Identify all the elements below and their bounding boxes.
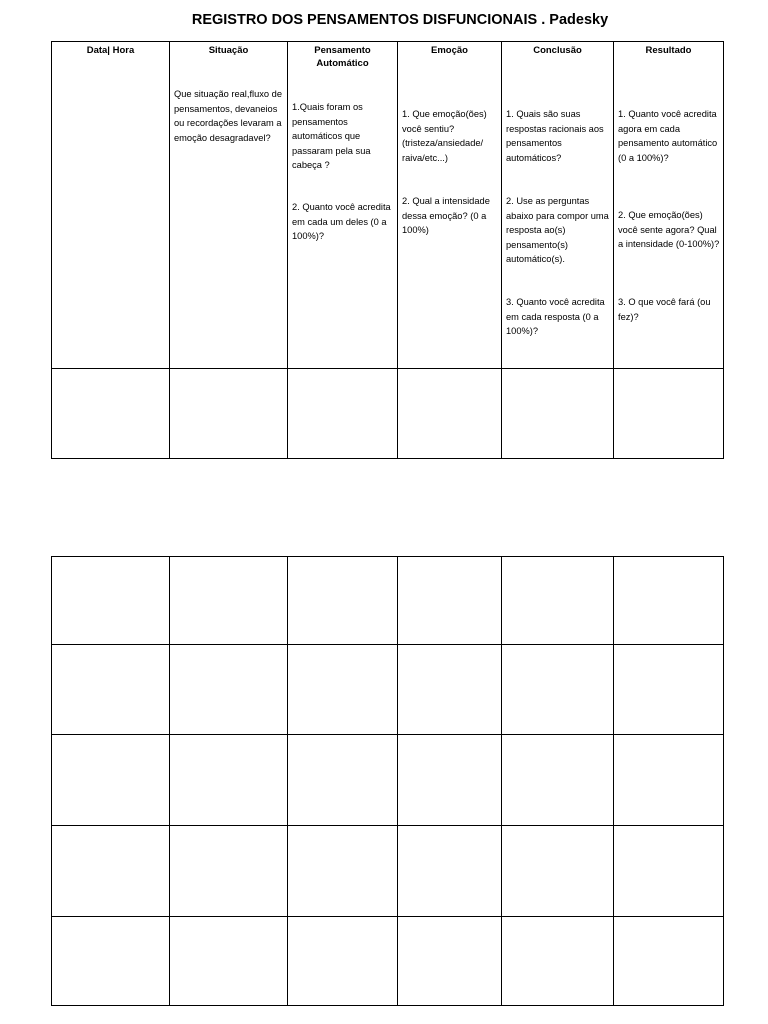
- entry-cell-emotion[interactable]: [398, 826, 502, 917]
- situation-prompt: Que situação real,fluxo de pensamentos, devaneios ou recordações levaram a emoção desagradavel?: [174, 89, 283, 143]
- entry-cell-emotion[interactable]: [398, 917, 502, 1006]
- conclusion-prompt-1: 1. Quais são suas respostas racionais aos pensamentos automáticos?: [506, 109, 604, 163]
- entry-cell-result[interactable]: [614, 557, 724, 645]
- automatic-thought-prompt-1: 1.Quais foram os pensamentos automáticos que passaram pela sua cabeça ?: [292, 102, 371, 171]
- entry-cell-date-time[interactable]: [52, 917, 170, 1006]
- entry-cell-conclusion[interactable]: [502, 826, 614, 917]
- column-conclusion: [502, 42, 614, 369]
- entry-cell-situation[interactable]: [170, 826, 288, 917]
- entry-cell-automatic-thought[interactable]: [288, 645, 398, 735]
- result-prompt-3: 3. O que você fará (ou fez)?: [618, 297, 711, 322]
- result-prompt-1: 1. Quanto você acredita agora em cada pensamento automático (0 a 100%)?: [618, 109, 718, 163]
- entry-cell-situation[interactable]: [170, 557, 288, 645]
- automatic-thought-prompt-2: 2. Quanto você acredita em cada um deles (0 a 100%)?: [292, 202, 391, 242]
- entry-cell-situation[interactable]: [170, 735, 288, 826]
- thought-record-continuation-table: [51, 556, 724, 1006]
- entry-cell-conclusion[interactable]: [502, 369, 614, 459]
- entry-cell-automatic-thought[interactable]: [288, 369, 398, 459]
- entry-cell-date-time[interactable]: [52, 369, 170, 459]
- table-row: [52, 826, 724, 917]
- column-emotion: [398, 42, 502, 369]
- emotion-prompt-1: 1. Que emoção(ões) você sentiu? (tristeza/ansiedade/ raiva/etc...): [402, 109, 487, 163]
- page-title: REGISTRO DOS PENSAMENTOS DISFUNCIONAIS . Padesky: [191, 12, 609, 28]
- column-header-situation: Situação: [208, 45, 249, 56]
- column-date-time: [52, 42, 170, 369]
- entry-cell-result[interactable]: [614, 826, 724, 917]
- table-row: [52, 369, 724, 459]
- entry-cell-emotion[interactable]: [398, 735, 502, 826]
- emotion-prompt-2: 2. Qual a intensidade dessa emoção? (0 a 100%): [402, 196, 490, 236]
- entry-cell-date-time[interactable]: [52, 645, 170, 735]
- conclusion-prompt-2: 2. Use as perguntas abaixo para compor uma resposta ao(s) pensamento(s) automático(s).: [506, 196, 609, 265]
- entry-cell-result[interactable]: [614, 735, 724, 826]
- column-header-automatic-thought: Pensamento Automático: [314, 45, 371, 69]
- entry-cell-emotion[interactable]: [398, 645, 502, 735]
- entry-cell-result[interactable]: [614, 645, 724, 735]
- column-header-conclusion: Conclusão: [533, 45, 582, 56]
- header-row: [52, 42, 724, 369]
- table-row: [52, 735, 724, 826]
- entry-cell-situation[interactable]: [170, 645, 288, 735]
- entry-cell-automatic-thought[interactable]: [288, 917, 398, 1006]
- thought-record-table: [51, 41, 724, 459]
- column-automatic-thought: [288, 42, 398, 369]
- entry-cell-date-time[interactable]: [52, 826, 170, 917]
- entry-cell-conclusion[interactable]: [502, 735, 614, 826]
- entry-cell-conclusion[interactable]: [502, 557, 614, 645]
- entry-cell-conclusion[interactable]: [502, 645, 614, 735]
- table-row: [52, 557, 724, 645]
- column-situation: [170, 42, 288, 369]
- entry-cell-automatic-thought[interactable]: [288, 557, 398, 645]
- entry-cell-automatic-thought[interactable]: [288, 826, 398, 917]
- entry-cell-date-time[interactable]: [52, 557, 170, 645]
- table-row: [52, 917, 724, 1006]
- table-row: [52, 645, 724, 735]
- result-prompt-2: 2. Que emoção(ões) você sente agora? Qual a intensidade (0-100%)?: [618, 210, 720, 250]
- entry-cell-result[interactable]: [614, 917, 724, 1006]
- column-result: [614, 42, 724, 369]
- entry-cell-date-time[interactable]: [52, 735, 170, 826]
- column-header-emotion: Emoção: [431, 45, 468, 56]
- entry-cell-situation[interactable]: [170, 917, 288, 1006]
- column-header-date-time: Data| Hora: [86, 45, 135, 56]
- entry-cell-situation[interactable]: [170, 369, 288, 459]
- entry-cell-result[interactable]: [614, 369, 724, 459]
- conclusion-prompt-3: 3. Quanto você acredita em cada resposta (0 a 100%)?: [506, 297, 605, 337]
- entry-cell-conclusion[interactable]: [502, 917, 614, 1006]
- column-header-result: Resultado: [645, 45, 692, 56]
- entry-cell-emotion[interactable]: [398, 369, 502, 459]
- entry-cell-emotion[interactable]: [398, 557, 502, 645]
- entry-cell-automatic-thought[interactable]: [288, 735, 398, 826]
